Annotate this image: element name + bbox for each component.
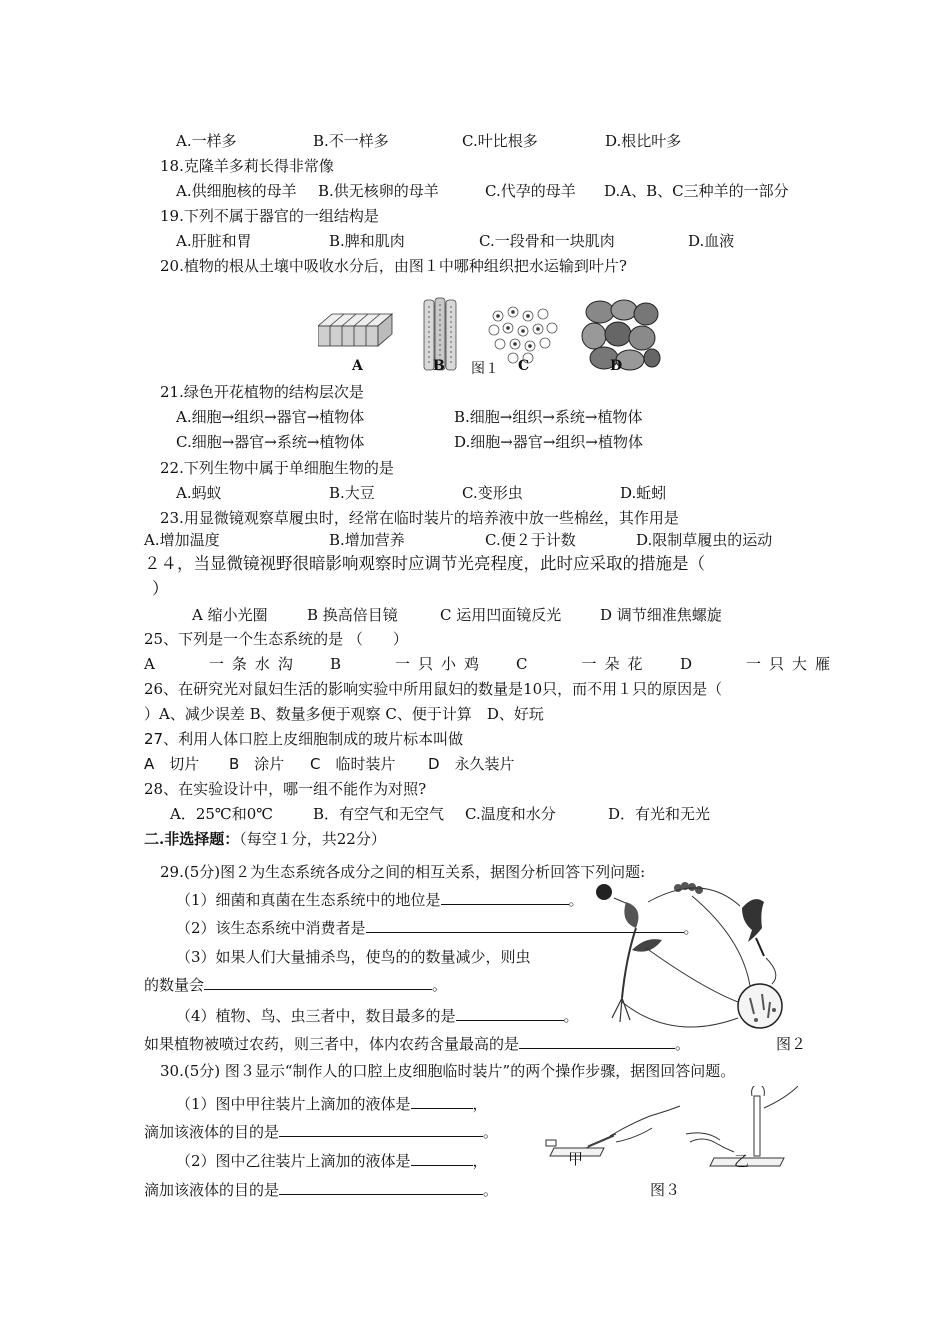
q30-sub1-answer-blank-1[interactable] <box>411 1094 473 1109</box>
q28-option-b: B．有空气和无空气 <box>313 805 445 823</box>
q21-option-c: C.细胞→器官→系统→植物体 <box>176 433 365 451</box>
figure-1-caption: 图１ <box>471 361 499 377</box>
bacteria-fungi-icon <box>738 984 782 1028</box>
q30-sub1-answer-blank-2[interactable] <box>279 1122 483 1137</box>
q27-option-c: C 临时装片 <box>310 755 396 773</box>
q30-sub2-text: （2）图中乙往装片上滴加的液体是 <box>176 1152 411 1170</box>
q23-option-d: D.限制草履虫的运动 <box>636 531 773 549</box>
q20-stem: 20.植物的根从土壤中吸收水分后，由图１中哪种组织把水运输到叶片? <box>160 257 627 275</box>
q29-stem: 29.(5分)图２为生态系统各成分之间的相互关系，据图分析回答下列问题: <box>160 863 646 881</box>
section-2-title: 二.非选择题： <box>144 830 240 848</box>
q19-stem: 19.下列不属于器官的一组结构是 <box>160 207 379 225</box>
arrow-decomposer-to-plant <box>622 1002 738 1027</box>
q29-sub4-text: （4）植物、鸟、虫三者中，数目最多的是 <box>176 1007 456 1025</box>
figure-1-label-b: B <box>433 358 445 374</box>
q30-stem: 30.(5分) 图３显示“制作人的口腔上皮细胞临时装片”的两个操作步骤，据图回答问题。 <box>160 1062 736 1080</box>
q24-option-d: D 调节细准焦螺旋 <box>600 606 722 624</box>
figure-3-caption: 图３ <box>650 1181 681 1199</box>
sun-icon <box>596 884 612 900</box>
q22-option-c: C.变形虫 <box>462 484 523 502</box>
q30-sub1-period: 。 <box>483 1123 499 1141</box>
q30-sub1-purpose-text: 滴加该液体的目的是 <box>144 1123 280 1141</box>
q24-option-c: C 运用凹面镜反光 <box>440 606 562 624</box>
q30-sub2-answer-blank-2[interactable] <box>279 1180 483 1195</box>
q29-sub3-line2 <box>144 975 447 995</box>
tissue-a-image <box>318 314 392 346</box>
q19-option-c: C.一段骨和一块肌肉 <box>479 232 615 250</box>
q30-sub1-text: （1）图中甲往装片上滴加的液体是 <box>176 1095 411 1113</box>
q29-sub4-line2-period: 。 <box>675 1035 691 1053</box>
q23-option-c: C.便２于计数 <box>485 531 576 549</box>
q25-option-d: D 一只大雁 <box>680 655 839 673</box>
q25-stem: 25、下列是一个生态系统的是 （ ） <box>144 630 408 648</box>
q21-option-b: B.细胞→组织→系统→植物体 <box>454 408 643 426</box>
figure-3-label-jia: 甲 <box>568 1150 584 1168</box>
q29-sub4-line1 <box>176 1006 579 1026</box>
arrow-plant-to-insect <box>648 888 740 906</box>
arrow-bird-to-decomposer <box>766 958 776 984</box>
q24-option-a: A 缩小光圈 <box>192 606 268 624</box>
q22-stem: 22.下列生物中属于单细胞生物的是 <box>160 459 394 477</box>
q23-option-a: A.增加温度 <box>144 531 220 549</box>
figure-2-ecosystem-diagram <box>592 878 808 1046</box>
figure-3-label-yi: 乙 <box>734 1152 750 1170</box>
figure-2-caption: 图２ <box>776 1035 807 1053</box>
q22-option-d: D.蚯蚓 <box>620 484 667 502</box>
figure-1-label-d: D <box>610 358 623 374</box>
q27-option-b: B 涂片 <box>229 755 285 773</box>
q21-stem: 21.绿色开花植物的结构层次是 <box>160 383 364 401</box>
q26-line1: 26、在研究光对鼠妇生活的影响实验中所用鼠妇的数量是10只，而不用１只的原因是（ <box>144 680 723 698</box>
q29-sub4-period: 。 <box>563 1007 579 1025</box>
q24-stem-line2: ） <box>152 579 169 598</box>
q21-option-a: A.细胞→组织→器官→植物体 <box>176 408 365 426</box>
section-2-note: （每空１分，共22分） <box>239 830 386 848</box>
q18-option-a: A.供细胞核的母羊 <box>176 182 297 200</box>
q17-option-d: D.根比叶多 <box>605 132 682 150</box>
q25-option-a: A 一条水沟 <box>144 655 301 673</box>
q29-sub3-answer-blank[interactable] <box>204 975 432 990</box>
q24-option-b: B 换高倍目镜 <box>307 606 398 624</box>
q28-stem: 28、在实验设计中，哪一组不能作为对照? <box>144 780 427 798</box>
q22-option-b: B.大豆 <box>329 484 375 502</box>
q27-stem: 27、利用人体口腔上皮细胞制成的玻片标本叫做 <box>144 730 464 748</box>
arrow-insect-to-decomposer <box>692 896 750 986</box>
q27-option-d: D 永久装片 <box>428 755 515 773</box>
q29-sub4-answer-blank-1[interactable] <box>456 1006 564 1021</box>
q19-option-d: D.血液 <box>688 232 735 250</box>
q17-option-b: B.不一样多 <box>313 132 389 150</box>
q28-option-d: D．有光和无光 <box>608 805 711 823</box>
q30-sub1-line1 <box>176 1094 488 1114</box>
q18-option-d: D.A、B、C三种羊的一部分 <box>604 182 789 200</box>
q18-option-c: C.代孕的母羊 <box>485 182 576 200</box>
q24-stem-line1: ２４，当显微镜视野很暗影响观察时应调节光亮程度，此时应采取的措施是（ <box>144 554 705 573</box>
q29-sub3-line1: （3）如果人们大量捕杀鸟，使鸟的的数量减少，则虫 <box>176 948 531 966</box>
q23-option-b: B.增加营养 <box>329 531 405 549</box>
q19-option-b: B.脾和肌肉 <box>329 232 405 250</box>
q29-sub4-line2-text: 如果植物被喷过农药，则三者中，体内农药含量最高的是 <box>144 1035 520 1053</box>
arrow-plant-to-decomposer <box>646 948 738 1002</box>
q29-sub2-text: （2）该生态系统中消费者是 <box>176 919 366 937</box>
q28-option-c: C.温度和水分 <box>465 805 556 823</box>
figure-1-label-c: C <box>518 358 530 374</box>
tissue-c-image <box>489 307 557 363</box>
q29-sub2-period: 。 <box>683 919 699 937</box>
q17-option-a: A.一样多 <box>176 132 237 150</box>
section-2-heading <box>144 829 386 849</box>
q29-sub1-period: 。 <box>568 891 584 909</box>
q17-option-c: C.叶比根多 <box>462 132 538 150</box>
q28-option-a: A．25℃和0℃ <box>170 805 274 823</box>
q18-stem: 18.克隆羊多莉长得非常像 <box>160 157 334 175</box>
step-jia-illustration <box>546 1106 680 1156</box>
q22-option-a: A.蚂蚁 <box>176 484 222 502</box>
q30-sub2-line1 <box>176 1151 488 1171</box>
q30-sub1-line2 <box>144 1122 498 1142</box>
bird-icon <box>742 899 764 956</box>
q27-option-a: A 切片 <box>144 755 200 773</box>
q30-sub1-comma: ， <box>472 1095 488 1113</box>
q26-line2: ）A、减少误差 B、数量多便于观察 C、便于计算 D、好玩 <box>144 705 544 723</box>
q29-sub1 <box>176 890 584 910</box>
figure-1-label-a: A <box>352 358 363 374</box>
q25-option-c: C 一朵花 <box>516 655 651 673</box>
figure-2-svg <box>592 878 808 1046</box>
q30-sub2-period: 。 <box>483 1181 499 1199</box>
q25-option-b: B 一只小鸡 <box>330 655 488 673</box>
plant-icon <box>612 902 662 1022</box>
q23-stem: 23.用显微镜观察草履虫时，经常在临时装片的培养液中放一些棉丝，其作用是 <box>160 509 679 527</box>
q29-sub3-period: 。 <box>432 976 448 994</box>
q29-sub1-answer-blank[interactable] <box>441 890 569 905</box>
q19-option-a: A.肝脏和胃 <box>176 232 252 250</box>
q30-sub2-line2 <box>144 1180 498 1200</box>
q30-sub2-answer-blank-1[interactable] <box>411 1151 473 1166</box>
q21-option-d: D.细胞→器官→组织→植物体 <box>454 433 643 451</box>
q18-option-b: B.供无核卵的母羊 <box>318 182 439 200</box>
q29-sub3-text: 的数量会 <box>144 976 205 994</box>
q29-sub1-text: （1）细菌和真菌在生态系统中的地位是 <box>176 891 441 909</box>
q30-sub2-comma: ， <box>472 1152 488 1170</box>
q30-sub2-purpose-text: 滴加该液体的目的是 <box>144 1181 280 1199</box>
